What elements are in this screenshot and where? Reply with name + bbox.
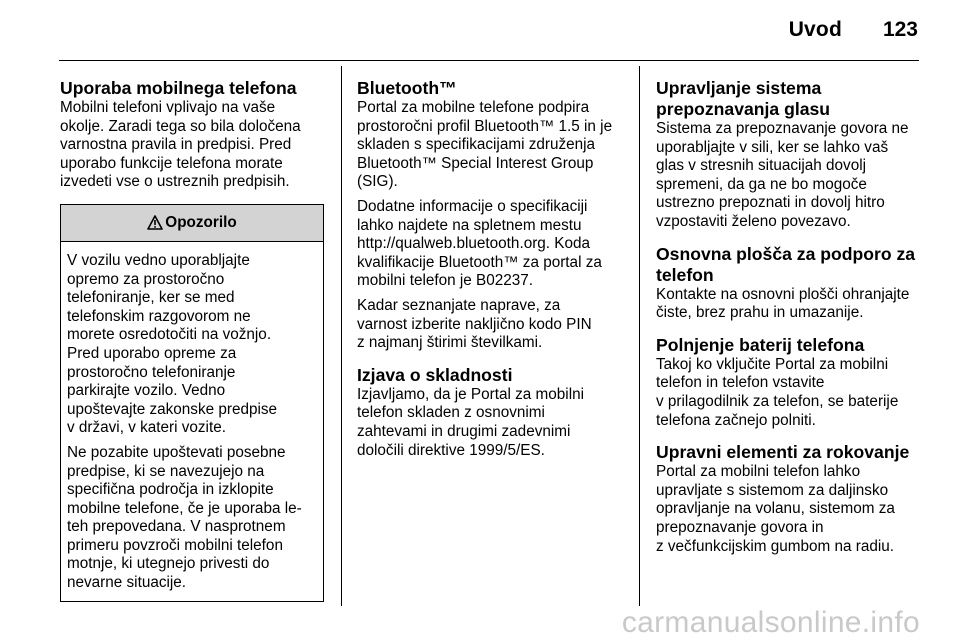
warning-box <box>60 204 324 602</box>
page-header <box>0 0 960 60</box>
paragraph-bluetooth-1: Portal za mobilne telefone podpira prostoročni profil Bluetooth™ 1.5 in je skladen s specifikacijami združenja Bluetooth™ Special Interest Group (SIG). <box>357 99 613 191</box>
warning-body <box>61 242 323 601</box>
column-divider-2 <box>639 66 640 606</box>
warning-paragraph-1: V vozilu vedno uporabljajte opremo za prostoročno telefoniranje, ker se med telefonskim razgovorom ne morete osredotočiti na vožnjo. Pred uporabo opreme za prostoročno telefoniranje parkirajte vozilo. Vedno upoštevajte zakonske predpise v državi, v kateri vozite. <box>67 251 278 437</box>
paragraph-bluetooth-3: Kadar seznanjate naprave, za varnost izberite nakljično kodo PIN z najmanj štirimi številkami. <box>357 296 592 352</box>
warning-header <box>61 205 323 242</box>
heading-base-plate: Osnovna plošča za podporo za telefon <box>656 243 916 285</box>
paragraph-mobile-phone-use: Mobilni telefoni vplivajo na vaše okolje. Zaradi tega so bila določena varnostna pravila in predpisi. Pred uporabo funkcije telefona morate izvedeti vse o ustreznih predpisih. <box>60 99 301 191</box>
paragraph-controls: Portal za mobilni telefon lahko upravljate s sistemom za daljinsko opravljanje na volanu, sistemom za prepoznavanje govora in z večfunkcijskim gumbom na radiu. <box>656 463 895 555</box>
paragraph-battery-charging: Takoj ko vključite Portal za mobilni telefon in telefon vstavite v prilagodilnik za telefon, se baterije telefona začnejo polniti. <box>656 355 899 429</box>
heading-bluetooth: Bluetooth™ <box>357 78 457 98</box>
heading-battery-charging: Polnjenje baterij telefona <box>656 334 865 355</box>
section-title: Uvod <box>788 18 842 41</box>
heading-declaration: Izjava o skladnosti <box>357 364 513 385</box>
paragraph-base-plate: Kontakte na osnovni plošči ohranjajte čiste, brez prahu in umazanije. <box>656 285 910 322</box>
page-number: 123 <box>882 18 918 41</box>
section-base-plate <box>656 244 928 323</box>
column-1 <box>60 78 326 602</box>
warning-triangle-icon <box>147 215 163 230</box>
section-bluetooth <box>357 78 629 353</box>
column-divider-1 <box>341 66 342 606</box>
section-battery-charging <box>656 335 928 430</box>
heading-voice-recognition: Upravljanje sistema prepoznavanja glasu <box>656 78 831 119</box>
paragraph-declaration: Izjavljamo, da je Portal za mobilni telefon skladen z osnovnimi zahtevami in drugimi zadevnimi določili direktive 1999/5/ES. <box>357 385 585 459</box>
column-2 <box>357 78 629 472</box>
paragraph-bluetooth-2: Dodatne informacije o specifikaciji lahko najdete na spletnem mestu http://qualweb.bluetooth.org. Koda kvalifikacije Bluetooth™ za portal za mobilni telefon je B02237. <box>357 197 602 290</box>
warning-paragraph-2: Ne pozabite upoštevati posebne predpise, ki se navezujejo na specifična področja in izklopite mobilne telefone, če je uporaba le- teh prepovedana. V nasprotnem primeru povzroči mobilni telefon motnje, ki utegnejo privesti do nevarne situacije. <box>67 443 302 592</box>
section-controls <box>656 442 928 556</box>
section-declaration <box>357 365 629 460</box>
watermark: carmanualsonline.info <box>621 606 920 639</box>
section-voice-recognition <box>656 78 928 232</box>
heading-mobile-phone-use: Uporaba mobilnega telefona <box>60 78 297 98</box>
warning-title: Opozorilo <box>165 213 237 231</box>
paragraph-voice-recognition: Sistema za prepoznavanje govora ne uporabljajte v sili, ker se lahko vaš glas v stresnih situacijah dovolj spremeni, da ga ne bo mogoče ustrezno prepoznati in dovolj hitro vzpostaviti želeno povezavo. <box>656 120 909 230</box>
heading-controls: Upravni elementi za rokovanje <box>656 442 910 463</box>
column-3 <box>656 78 928 568</box>
header-rule <box>59 60 919 61</box>
